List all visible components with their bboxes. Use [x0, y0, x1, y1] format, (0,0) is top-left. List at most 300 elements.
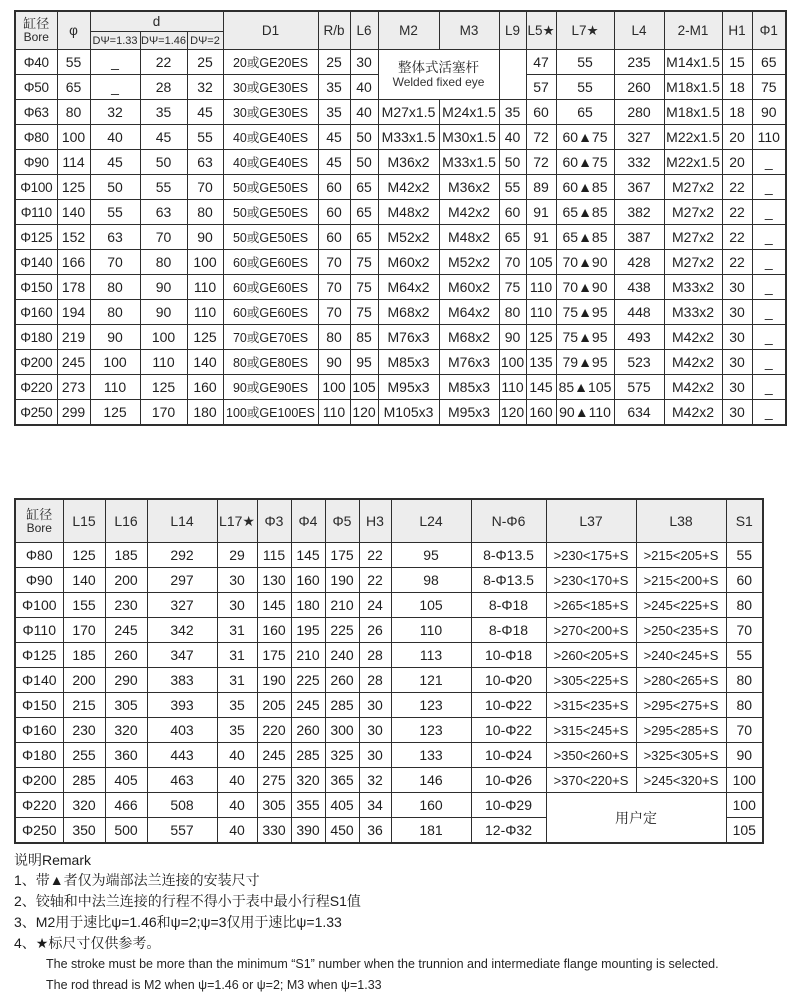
cell: 57: [526, 75, 556, 100]
cell: 63: [187, 150, 223, 175]
cell: 120: [499, 400, 526, 426]
cell: 365: [325, 768, 359, 793]
cell: 65▲85: [556, 200, 614, 225]
cell: 450: [325, 818, 359, 844]
cell: M68x2: [378, 300, 439, 325]
cell: 30: [359, 718, 391, 743]
cell: >315<235+S: [546, 693, 636, 718]
cell: 60: [318, 225, 350, 250]
cell: _: [752, 275, 786, 300]
cell: 100: [318, 375, 350, 400]
cell: 100: [187, 250, 223, 275]
cell: >315<245+S: [546, 718, 636, 743]
cell: 80: [57, 100, 90, 125]
cell: 80: [318, 325, 350, 350]
cell: 8-Φ13.5: [471, 543, 546, 568]
cell: 100: [726, 768, 763, 793]
cell: >250<235+S: [636, 618, 726, 643]
cell: M27x2: [664, 250, 722, 275]
cell: _: [752, 300, 786, 325]
cell: 170: [63, 618, 105, 643]
cell: 30: [217, 568, 257, 593]
cell: 70: [318, 300, 350, 325]
cell: 245: [291, 693, 325, 718]
cell: 140: [187, 350, 223, 375]
cell: 35: [499, 100, 526, 125]
cell: Φ140: [15, 250, 57, 275]
cell: 90: [90, 325, 140, 350]
cell: 110: [391, 618, 471, 643]
column-subheader: DΨ=2: [187, 32, 223, 50]
cell: 125: [187, 325, 223, 350]
cell: Φ63: [15, 100, 57, 125]
cell: 90: [140, 300, 187, 325]
cell: 280: [614, 100, 664, 125]
cell: 175: [257, 643, 291, 668]
cell: 70: [318, 250, 350, 275]
cell: 35: [217, 693, 257, 718]
cell: 32: [187, 75, 223, 100]
cell: 22: [359, 568, 391, 593]
cell: Φ150: [15, 693, 63, 718]
cell: 305: [105, 693, 147, 718]
cell: 390: [291, 818, 325, 844]
cell: 30: [217, 593, 257, 618]
cell: 65: [350, 225, 378, 250]
cell: 70: [726, 718, 763, 743]
cell: 18: [722, 100, 752, 125]
column-header: D1: [223, 11, 318, 50]
cell: 35: [140, 100, 187, 125]
cell: 72: [526, 150, 556, 175]
cell: 70或GE70ES: [223, 325, 318, 350]
cell: M33x2: [664, 300, 722, 325]
cell: 90: [499, 325, 526, 350]
cell: 493: [614, 325, 664, 350]
cell: M14x1.5: [664, 50, 722, 75]
cell: >270<200+S: [546, 618, 636, 643]
cell: 285: [63, 768, 105, 793]
cell: >305<225+S: [546, 668, 636, 693]
cell: 79▲95: [556, 350, 614, 375]
cell: 123: [391, 693, 471, 718]
cell: M42x2: [664, 400, 722, 426]
cell: 145: [291, 543, 325, 568]
cell: 180: [291, 593, 325, 618]
cell: 80: [90, 300, 140, 325]
cell: 575: [614, 375, 664, 400]
cell: 45: [318, 125, 350, 150]
cell: 30或GE30ES: [223, 100, 318, 125]
cell: 170: [140, 400, 187, 426]
cell: 50: [140, 150, 187, 175]
cell: >230<170+S: [546, 568, 636, 593]
cell: 30: [722, 300, 752, 325]
cell: 55: [140, 175, 187, 200]
cell: 255: [63, 743, 105, 768]
cell: 146: [391, 768, 471, 793]
column-header: L4: [614, 11, 664, 50]
cell: 500: [105, 818, 147, 844]
cell: 72: [526, 125, 556, 150]
cell: 367: [614, 175, 664, 200]
column-header: L17★: [217, 499, 257, 543]
cell: 40: [217, 743, 257, 768]
cell: 110: [499, 375, 526, 400]
cell: _: [752, 250, 786, 275]
cell: 245: [105, 618, 147, 643]
cell: M64x2: [378, 275, 439, 300]
column-header: L14: [147, 499, 217, 543]
cell: 347: [147, 643, 217, 668]
cell: _: [752, 325, 786, 350]
cell: 125: [526, 325, 556, 350]
cell: 10-Φ29: [471, 793, 546, 818]
column-header: L37: [546, 499, 636, 543]
cell: M18x1.5: [664, 100, 722, 125]
cell: 100: [499, 350, 526, 375]
column-header: M2: [378, 11, 439, 50]
cell: 40: [350, 100, 378, 125]
cell: 181: [391, 818, 471, 844]
cell: 65▲85: [556, 225, 614, 250]
cell: 260: [105, 643, 147, 668]
cell: 35: [318, 75, 350, 100]
cell: 105: [726, 818, 763, 844]
cell: 166: [57, 250, 90, 275]
cell: 100: [140, 325, 187, 350]
cell: _: [90, 75, 140, 100]
cell: 60▲85: [556, 175, 614, 200]
cell: 383: [147, 668, 217, 693]
column-header-bore: 缸径 Bore: [15, 499, 63, 543]
cell: 152: [57, 225, 90, 250]
cell: 90: [726, 743, 763, 768]
cell: 240: [325, 643, 359, 668]
cell: _: [752, 350, 786, 375]
cell: 225: [291, 668, 325, 693]
cell: 22: [722, 225, 752, 250]
column-header-bore: 缸径 Bore: [15, 11, 57, 50]
cell: 220: [257, 718, 291, 743]
cell: 185: [63, 643, 105, 668]
cell: 130: [257, 568, 291, 593]
cell: 30: [722, 350, 752, 375]
cell: 31: [217, 668, 257, 693]
cell: 34: [359, 793, 391, 818]
column-header: M3: [439, 11, 499, 50]
cell: 50或GE50ES: [223, 175, 318, 200]
column-header: L9: [499, 11, 526, 50]
cell: 140: [63, 568, 105, 593]
cell: 215: [63, 693, 105, 718]
cell: 55: [726, 643, 763, 668]
cell: 10-Φ18: [471, 643, 546, 668]
cell: M60x2: [439, 275, 499, 300]
cell: Φ110: [15, 200, 57, 225]
cell: 110: [140, 350, 187, 375]
cell: 382: [614, 200, 664, 225]
cell: M36x2: [439, 175, 499, 200]
cell: _: [752, 225, 786, 250]
cell: 70: [140, 225, 187, 250]
note-line: 1、带▲者仅为端部法兰连接的安装尺寸: [14, 872, 260, 888]
cell: 22: [722, 200, 752, 225]
cell: Φ100: [15, 175, 57, 200]
cell: 91: [526, 200, 556, 225]
cell: 98: [391, 568, 471, 593]
column-header: Φ1: [752, 11, 786, 50]
cell: 10-Φ24: [471, 743, 546, 768]
cell: 55: [556, 50, 614, 75]
cell: 40或GE40ES: [223, 150, 318, 175]
cell: 47: [526, 50, 556, 75]
cell: 10-Φ20: [471, 668, 546, 693]
cell: 405: [325, 793, 359, 818]
column-header: L5★: [526, 11, 556, 50]
cell: 8-Φ13.5: [471, 568, 546, 593]
cell: 22: [140, 50, 187, 75]
cell: Φ160: [15, 300, 57, 325]
cell: 403: [147, 718, 217, 743]
cell: 133: [391, 743, 471, 768]
cell: 225: [325, 618, 359, 643]
cell: 8-Φ18: [471, 593, 546, 618]
cell: 200: [63, 668, 105, 693]
cell: 195: [291, 618, 325, 643]
cell: 60或GE60ES: [223, 300, 318, 325]
cell: M27x2: [664, 175, 722, 200]
user-defined-cell: 用户定: [546, 793, 726, 844]
cell: 300: [325, 718, 359, 743]
cell: 90或GE90ES: [223, 375, 318, 400]
cell: 110: [318, 400, 350, 426]
cell: 75: [350, 275, 378, 300]
cell: 30: [722, 325, 752, 350]
cell: >215<200+S: [636, 568, 726, 593]
remarks-list: [14, 870, 790, 954]
column-header: L38: [636, 499, 726, 543]
cell: 60: [526, 100, 556, 125]
cell: _: [752, 200, 786, 225]
cell: 75: [350, 250, 378, 275]
cell: 85: [350, 325, 378, 350]
cell: 90: [318, 350, 350, 375]
cell: 60: [499, 200, 526, 225]
cell: 50或GE50ES: [223, 200, 318, 225]
cell: 110: [90, 375, 140, 400]
cell: 45: [140, 125, 187, 150]
cell: M42x2: [378, 175, 439, 200]
cell: 30或GE30ES: [223, 75, 318, 100]
cell: 80: [499, 300, 526, 325]
cell: _: [752, 150, 786, 175]
cell: 30: [359, 693, 391, 718]
cell: 65: [499, 225, 526, 250]
cell: 463: [147, 768, 217, 793]
column-header: N-Φ6: [471, 499, 546, 543]
cell: 70▲90: [556, 250, 614, 275]
cell-empty: [499, 50, 526, 100]
column-header: H3: [359, 499, 391, 543]
cell: 194: [57, 300, 90, 325]
cell: M22x1.5: [664, 125, 722, 150]
cell: 123: [391, 718, 471, 743]
remarks-section: [14, 850, 790, 996]
cell: >280<265+S: [636, 668, 726, 693]
cell: 145: [257, 593, 291, 618]
cell: 80: [726, 668, 763, 693]
cell: 70: [499, 250, 526, 275]
cell: 100: [726, 793, 763, 818]
cell: M64x2: [439, 300, 499, 325]
cell: Φ100: [15, 593, 63, 618]
cell: 113: [391, 643, 471, 668]
cell: Φ200: [15, 768, 63, 793]
cell: 60或GE60ES: [223, 250, 318, 275]
cell: >265<185+S: [546, 593, 636, 618]
cell: 50: [350, 125, 378, 150]
column-subheader: DΨ=1.33: [90, 32, 140, 50]
cell: M85x3: [378, 350, 439, 375]
cell: 12-Φ32: [471, 818, 546, 844]
cell: 75: [350, 300, 378, 325]
cell: M22x1.5: [664, 150, 722, 175]
cell: M33x1.5: [439, 150, 499, 175]
cell: 90: [752, 100, 786, 125]
column-header: Φ5: [325, 499, 359, 543]
cell: 125: [140, 375, 187, 400]
cell: 342: [147, 618, 217, 643]
column-header: Φ3: [257, 499, 291, 543]
cell: 80: [140, 250, 187, 275]
cell: 634: [614, 400, 664, 426]
cell: Φ220: [15, 375, 57, 400]
cell: 70▲90: [556, 275, 614, 300]
cell: Φ80: [15, 543, 63, 568]
cell: 80: [726, 693, 763, 718]
cell: 70: [187, 175, 223, 200]
cell: 80: [726, 593, 763, 618]
cell: 355: [291, 793, 325, 818]
cell: M42x2: [439, 200, 499, 225]
cell: 320: [291, 768, 325, 793]
cell: 70: [318, 275, 350, 300]
cell: 75: [752, 75, 786, 100]
cell: 285: [291, 743, 325, 768]
cell: 22: [722, 250, 752, 275]
cell: M42x2: [664, 350, 722, 375]
cell: 260: [614, 75, 664, 100]
cell: 428: [614, 250, 664, 275]
cell: 438: [614, 275, 664, 300]
cell: 297: [147, 568, 217, 593]
cell: 290: [105, 668, 147, 693]
cell: 178: [57, 275, 90, 300]
cell: >295<275+S: [636, 693, 726, 718]
cell: 100或GE100ES: [223, 400, 318, 426]
cell: 40: [217, 818, 257, 844]
cell: 160: [291, 568, 325, 593]
cell: Φ160: [15, 718, 63, 743]
cell: 45: [187, 100, 223, 125]
cell: 320: [105, 718, 147, 743]
cell: M95x3: [439, 400, 499, 426]
cell: 105: [350, 375, 378, 400]
cell: 285: [325, 693, 359, 718]
cell: 75: [499, 275, 526, 300]
column-header: L16: [105, 499, 147, 543]
cell: 305: [257, 793, 291, 818]
cell: 65: [752, 50, 786, 75]
cell: M95x3: [378, 375, 439, 400]
cell: 508: [147, 793, 217, 818]
dimension-table-1: [14, 10, 787, 426]
cell: 80: [90, 275, 140, 300]
column-header: 2-M1: [664, 11, 722, 50]
column-header: R/b: [318, 11, 350, 50]
cell: 70: [726, 618, 763, 643]
column-header: L15: [63, 499, 105, 543]
cell: 160: [526, 400, 556, 426]
cell: 26: [359, 618, 391, 643]
column-header-phi: φ: [57, 11, 90, 50]
cell: >215<205+S: [636, 543, 726, 568]
cell: M60x2: [378, 250, 439, 275]
cell: 557: [147, 818, 217, 844]
cell: 40: [217, 768, 257, 793]
cell: 393: [147, 693, 217, 718]
cell: 466: [105, 793, 147, 818]
cell: 260: [325, 668, 359, 693]
cell: >245<320+S: [636, 768, 726, 793]
cell: Φ125: [15, 225, 57, 250]
cell: 327: [147, 593, 217, 618]
cell: 205: [257, 693, 291, 718]
cell: 50: [350, 150, 378, 175]
cell: Φ150: [15, 275, 57, 300]
column-header: L24: [391, 499, 471, 543]
cell: 65: [57, 75, 90, 100]
dimension-table-2: [14, 498, 764, 844]
cell: >370<220+S: [546, 768, 636, 793]
cell: Φ250: [15, 818, 63, 844]
cell: Φ200: [15, 350, 57, 375]
cell: Φ50: [15, 75, 57, 100]
cell: 55: [726, 543, 763, 568]
cell: 110: [526, 275, 556, 300]
cell: 32: [90, 100, 140, 125]
cell: 60: [726, 568, 763, 593]
cell: Φ250: [15, 400, 57, 426]
cell: 85▲105: [556, 375, 614, 400]
cell: 175: [325, 543, 359, 568]
cell: 91: [526, 225, 556, 250]
cell: 60: [318, 175, 350, 200]
cell: 160: [257, 618, 291, 643]
cell: M36x2: [378, 150, 439, 175]
cell: 35: [318, 100, 350, 125]
cell: 10-Φ26: [471, 768, 546, 793]
cell: 20: [722, 125, 752, 150]
note-line: 4、★标尺寸仅供参考。: [14, 935, 161, 951]
cell: 29: [217, 543, 257, 568]
column-header: S1: [726, 499, 763, 543]
column-header: H1: [722, 11, 752, 50]
cell: >350<260+S: [546, 743, 636, 768]
cell: 121: [391, 668, 471, 693]
cell: 95: [391, 543, 471, 568]
